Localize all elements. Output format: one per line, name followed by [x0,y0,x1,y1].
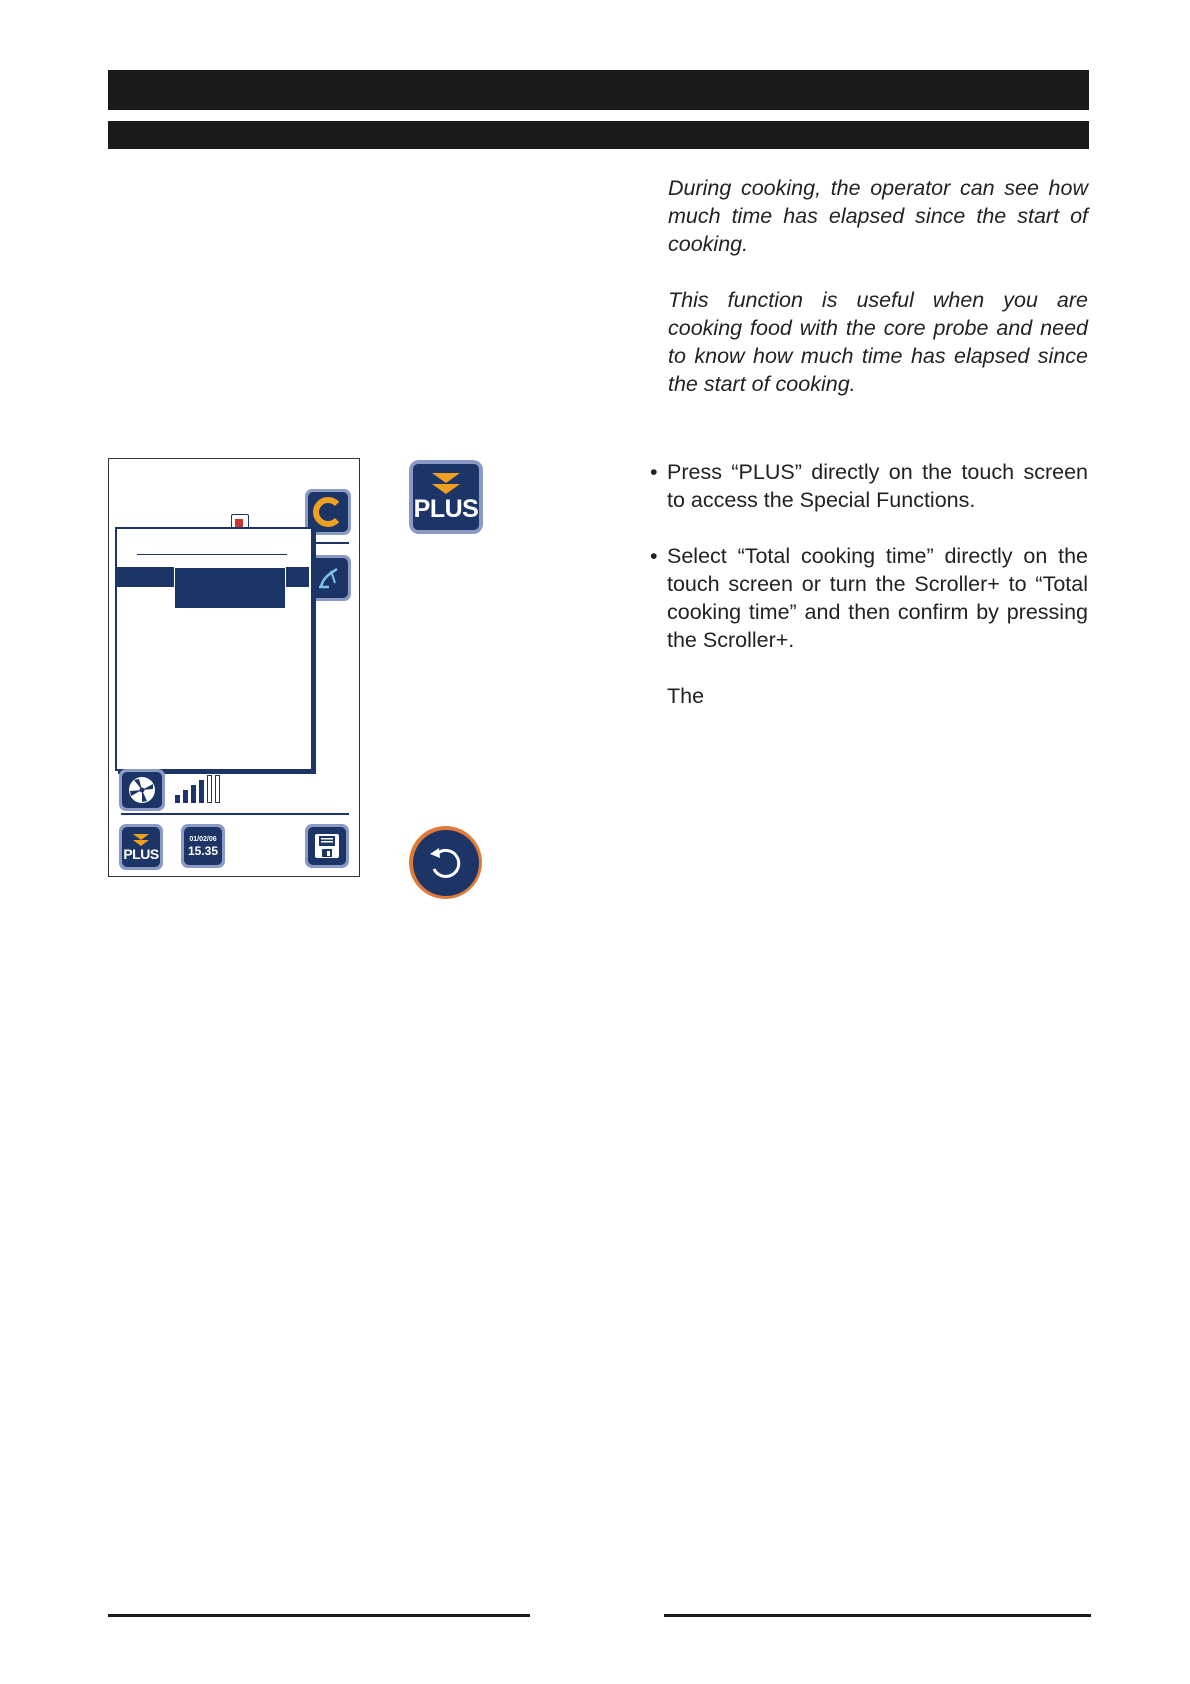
plus-button-small[interactable] [119,824,163,870]
date-label: 01/02/06 [189,835,217,843]
bullet: • [650,460,658,484]
header-bar [108,70,1089,110]
step-text: Press “PLUS” directly on the touch screen to access the Special Functions. [667,460,1088,512]
step-2 [650,542,1088,654]
c-icon [311,495,345,529]
signal-bars-icon [175,771,220,803]
continuation-text: The [667,684,705,708]
fan-icon [125,774,159,806]
footer-rule-left [108,1614,530,1617]
popup-rule [137,554,287,555]
footer-rule-right [664,1614,1091,1617]
save-button[interactable] [305,824,349,868]
subheader-bar [108,121,1089,149]
special-functions-popup [115,527,313,771]
date-time-button[interactable] [181,824,225,868]
instruction-steps [650,458,1088,710]
core-probe-icon [313,563,343,593]
selected-row-highlight [174,567,286,609]
step-text: Select “Total cooking time” directly on the touch screen or turn the Scroller+ to “Total cooking time” and then confirm by pressing the Scroller+. [667,544,1088,652]
fan-button[interactable] [119,769,165,811]
plus-button[interactable] [409,460,483,534]
intro-paragraph-2: This function is useful when you are cooking food with the core probe and need to know how much time has elapsed since the start of cooking. [668,288,1088,396]
chevron-down-icon [131,833,151,847]
back-button[interactable] [409,826,482,899]
back-arrow-icon [424,841,468,885]
plus-label: PLUS [123,846,159,862]
time-label: 15.35 [187,843,219,858]
plus-button-label: PLUS [413,495,479,523]
chevron-down-icon [429,472,463,496]
intro-text [668,174,1088,426]
divider [121,813,349,815]
step-1 [650,458,1088,514]
intro-paragraph-1: During cooking, the operator can see how much time has elapsed since the start of cooking. [668,176,1088,256]
oven-screen-illustration [108,458,360,877]
save-icon [313,832,341,860]
bullet: • [650,544,658,568]
